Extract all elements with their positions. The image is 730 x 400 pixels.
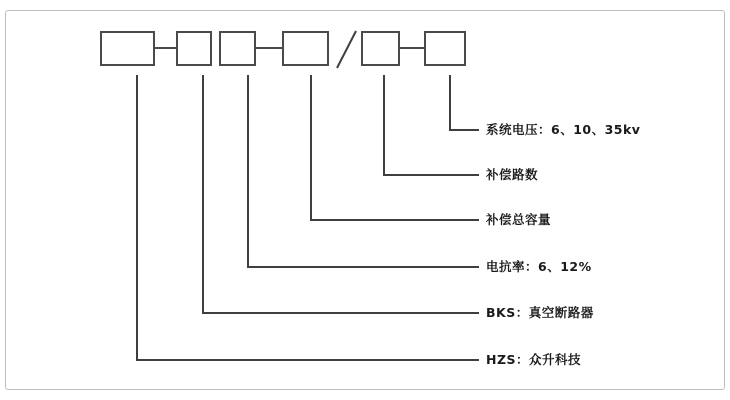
code-box-voltage xyxy=(424,31,466,66)
leader-line-voltage xyxy=(449,129,479,131)
code-box-capacity xyxy=(282,31,329,66)
label-circuit-count: 补偿路数 xyxy=(486,167,539,182)
code-box-circuits xyxy=(361,31,400,66)
leader-line-circuits xyxy=(383,75,385,176)
slash-separator xyxy=(330,25,362,73)
label-total-capacity: 补偿总容量 xyxy=(486,212,552,227)
label-vacuum-breaker: BKS：真空断路器 xyxy=(486,305,594,320)
leader-line-breaker xyxy=(202,75,204,314)
box-connector-line xyxy=(256,47,282,49)
leader-line-manufacturer xyxy=(136,359,479,361)
leader-line-reactance xyxy=(247,75,249,268)
code-box-manufacturer xyxy=(100,31,155,66)
box-connector-line xyxy=(400,47,424,49)
leader-line-breaker xyxy=(202,312,479,314)
leader-line-voltage xyxy=(449,75,451,131)
label-manufacturer: HZS：众升科技 xyxy=(486,352,582,367)
leader-line-capacity xyxy=(310,75,312,221)
leader-line-reactance xyxy=(247,266,479,268)
leader-line-manufacturer xyxy=(136,75,138,361)
leader-line-circuits xyxy=(383,174,479,176)
leader-line-capacity xyxy=(310,219,479,221)
outer-frame xyxy=(5,10,725,390)
label-system-voltage: 系统电压：6、10、35kv xyxy=(486,122,641,137)
label-reactance-rate: 电抗率：6、12% xyxy=(486,259,592,274)
box-connector-line xyxy=(155,47,176,49)
code-box-breaker xyxy=(176,31,212,66)
code-box-reactance xyxy=(219,31,256,66)
